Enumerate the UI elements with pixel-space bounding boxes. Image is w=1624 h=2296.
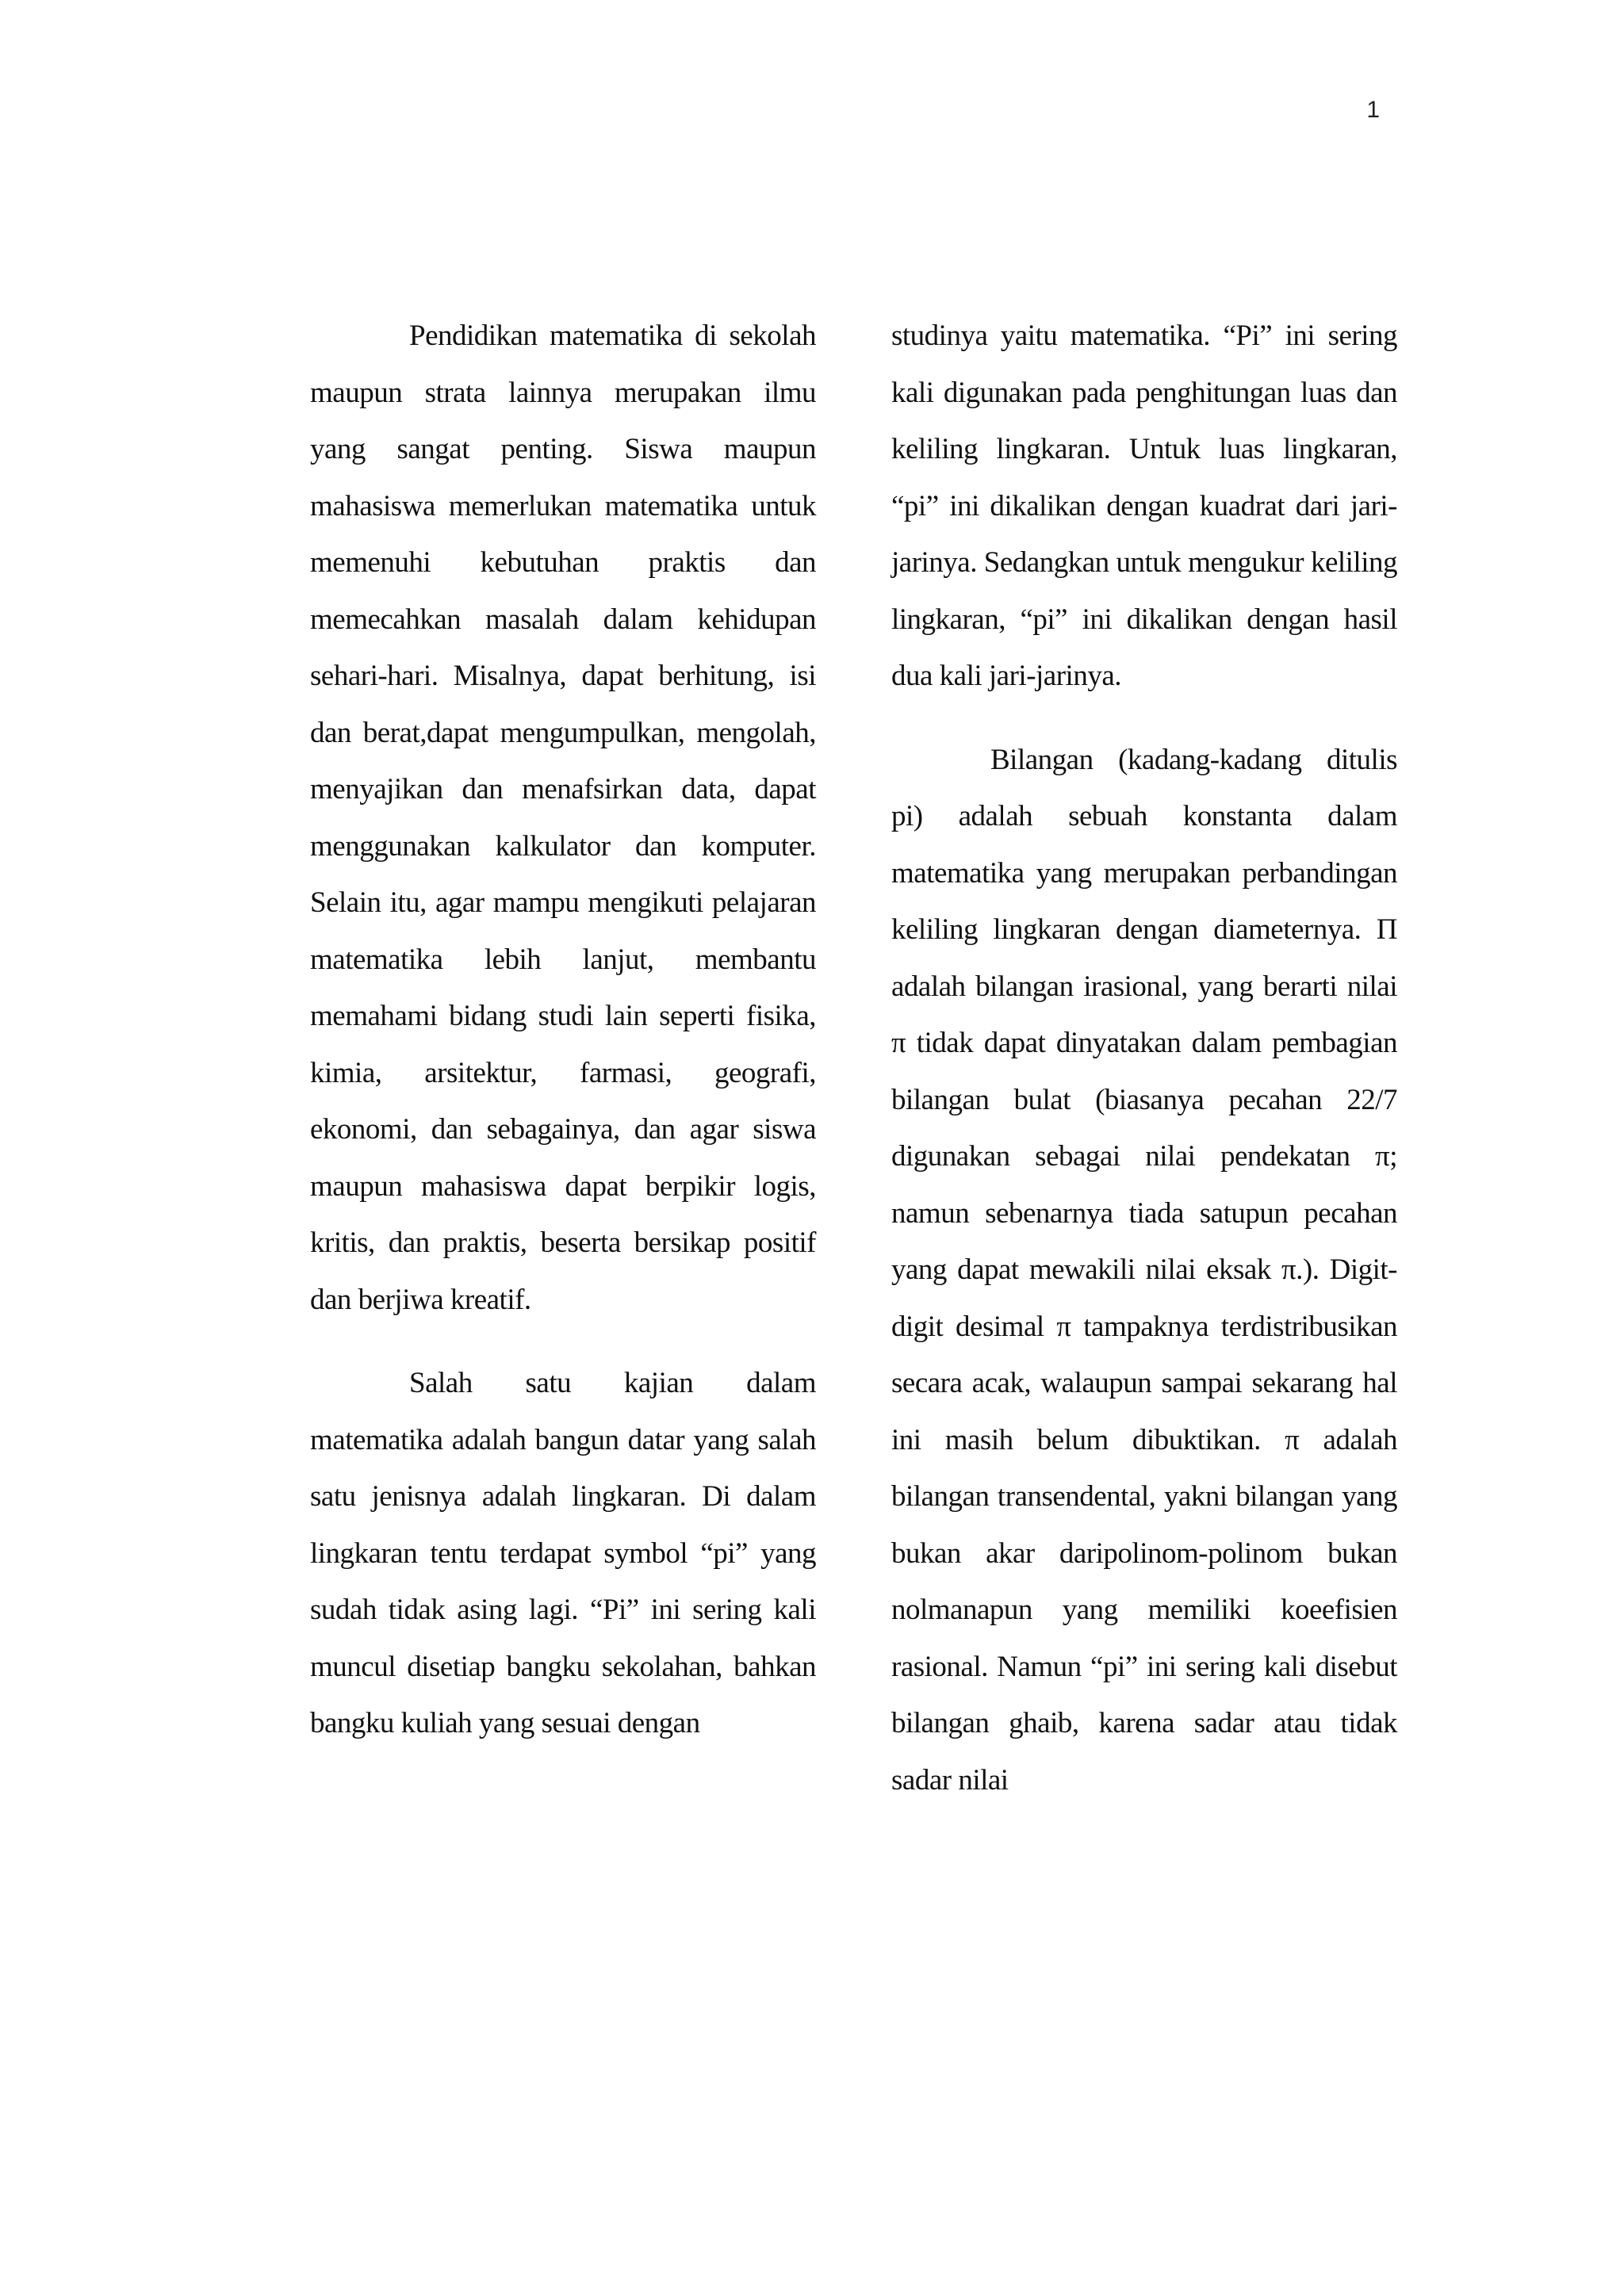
paragraph-circle-pi-intro: Salah satu kajian dalam matematika adalah bangun datar yang salah satu jenisnya adalah lingkaran. Di dalam lingkaran tentu terdapat symbol “pi” yang sudah tidak asing lagi. “Pi” ini sering kali muncul disetiap bangku sekolahan, bahkan bangku kuliah yang sesuai dengan	[310, 1367, 816, 1739]
right-column	[891, 308, 1397, 1808]
paragraph-pi-definition: Bilangan (kadang-kadang ditulis pi) adalah sebuah konstanta dalam matematika yang merupakan perbandingan keliling lingkaran dengan diameternya. Π adalah bilangan irasional, yang berarti nilai π tidak dapat dinyatakan dalam pembagian bilangan bulat (biasanya pecahan 22/7 digunakan sebagai nilai pendekatan π; namun sebenarnya tiada satupun pecahan yang dapat mewakili nilai eksak π.). Digit-digit desimal π tampaknya terdistribusikan secara acak, walaupun sampai sekarang hal ini masih belum dibuktikan. π adalah bilangan transendental, yakni bilangan yang bukan akar daripolinom-polinom bukan nolmanapun yang memiliki koeefisien rasional. Namun “pi” ini sering kali disebut bilangan ghaib, karena sadar atau tidak sadar nilai	[891, 743, 1397, 1797]
page-number: 1	[1366, 97, 1380, 123]
left-column	[310, 308, 816, 1752]
paragraph-mathematics-education: Pendidikan matematika di sekolah maupun strata lainnya merupakan ilmu yang sangat penting. Siswa maupun mahasiswa memerlukan matematika untuk memenuhi kebutuhan praktis dan memecahkan masalah dalam kehidupan sehari-hari. Misalnya, dapat berhitung, isi dan berat,dapat mengumpulkan, mengolah, menyajikan dan menafsirkan data, dapat menggunakan kalkulator dan komputer. Selain itu, agar mampu mengikuti pelajaran matematika lebih lanjut, membantu memahami bidang studi lain seperti fisika, kimia, arsitektur, farmasi, geografi, ekonomi, dan sebagainya, dan agar siswa maupun mahasiswa dapat berpikir logis, kritis, dan praktis, beserta bersikap positif dan berjiwa kreatif.	[310, 320, 816, 1316]
paragraph-pi-usage-continued: studinya yaitu matematika. “Pi” ini sering kali digunakan pada penghitungan luas dan keliling lingkaran. Untuk luas lingkaran, “pi” ini dikalikan dengan kuadrat dari jari-jarinya. Sedangkan untuk mengukur keliling lingkaran, “pi” ini dikalikan dengan hasil dua kali jari-jarinya.	[891, 320, 1397, 692]
